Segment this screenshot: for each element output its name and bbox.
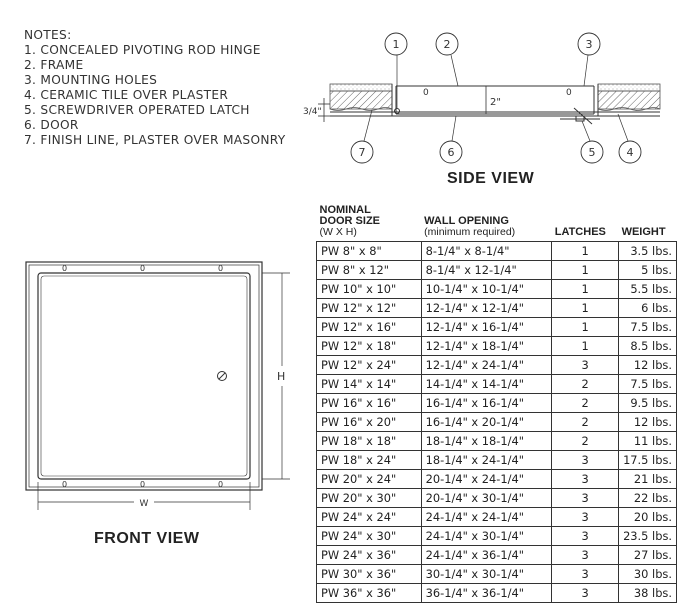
left-wall-section <box>330 84 392 111</box>
side-hole-mark-right: 0 <box>566 88 572 98</box>
table-row <box>317 261 677 280</box>
cell-latches: 3 <box>552 451 619 470</box>
cell-latches: 2 <box>552 432 619 451</box>
cell-wall-opening: 24-1/4" x 24-1/4" <box>421 508 552 527</box>
width-dimension-label: W <box>139 499 149 509</box>
table-row <box>317 470 677 489</box>
table-row <box>317 375 677 394</box>
cell-door-size: PW 24" x 30" <box>317 527 422 546</box>
cell-weight: 27 lbs. <box>619 546 677 565</box>
table-body <box>317 242 677 603</box>
callout-5-label: 5 <box>588 146 596 159</box>
table-row <box>317 280 677 299</box>
right-wall-section <box>598 84 660 111</box>
door-panel-inset <box>41 276 247 476</box>
table-row <box>317 318 677 337</box>
cell-latches: 2 <box>552 375 619 394</box>
table-row <box>317 565 677 584</box>
table-row <box>317 432 677 451</box>
cell-door-size: PW 12" x 24" <box>317 356 422 375</box>
cell-latches: 1 <box>552 261 619 280</box>
cell-door-size: PW 20" x 30" <box>317 489 422 508</box>
side-view-title: SIDE VIEW <box>447 170 535 187</box>
cell-latches: 3 <box>552 356 619 375</box>
cell-door-size: PW 16" x 16" <box>317 394 422 413</box>
front-hole-mark: 0 <box>62 264 68 273</box>
frame-outer <box>26 262 262 490</box>
cell-weight: 6 lbs. <box>619 299 677 318</box>
cell-weight: 3.5 lbs. <box>619 242 677 261</box>
cell-weight: 20 lbs. <box>619 508 677 527</box>
table-header-row <box>317 205 677 242</box>
table-row <box>317 489 677 508</box>
note-item: 6. DOOR <box>24 118 79 132</box>
cell-wall-opening: 12-1/4" x 18-1/4" <box>421 337 552 356</box>
callout-3-label: 3 <box>585 38 593 51</box>
cell-door-size: PW 24" x 24" <box>317 508 422 527</box>
depth-dimension-label: 2" <box>490 97 501 108</box>
cell-weight: 30 lbs. <box>619 565 677 584</box>
cell-wall-opening: 30-1/4" x 30-1/4" <box>421 565 552 584</box>
cell-wall-opening: 8-1/4" x 12-1/4" <box>421 261 552 280</box>
table-row <box>317 546 677 565</box>
note-item: 2. FRAME <box>24 58 84 72</box>
cell-latches: 3 <box>552 508 619 527</box>
cell-latches: 1 <box>552 280 619 299</box>
notes-heading: NOTES: <box>24 28 72 42</box>
table-row <box>317 584 677 603</box>
cell-door-size: PW 16" x 20" <box>317 413 422 432</box>
cell-door-size: PW 10" x 10" <box>317 280 422 299</box>
cell-weight: 9.5 lbs. <box>619 394 677 413</box>
table-row <box>317 451 677 470</box>
cell-door-size: PW 20" x 24" <box>317 470 422 489</box>
cell-wall-opening: 20-1/4" x 24-1/4" <box>421 470 552 489</box>
cell-door-size: PW 14" x 14" <box>317 375 422 394</box>
cell-door-size: PW 36" x 36" <box>317 584 422 603</box>
table-row <box>317 413 677 432</box>
cell-weight: 8.5 lbs. <box>619 337 677 356</box>
front-hole-mark: 0 <box>218 480 224 489</box>
header-wall-opening: WALL OPENING (minimum required) <box>424 215 516 238</box>
cell-latches: 1 <box>552 299 619 318</box>
cell-weight: 23.5 lbs. <box>619 527 677 546</box>
door-panel <box>38 273 250 479</box>
cell-wall-opening: 8-1/4" x 8-1/4" <box>421 242 552 261</box>
cell-latches: 2 <box>552 394 619 413</box>
cell-door-size: PW 24" x 36" <box>317 546 422 565</box>
callout-2-label: 2 <box>443 38 451 51</box>
cell-weight: 5.5 lbs. <box>619 280 677 299</box>
cell-weight: 5 lbs. <box>619 261 677 280</box>
cell-door-size: PW 30" x 36" <box>317 565 422 584</box>
note-item: 1. CONCEALED PIVOTING ROD HINGE <box>24 43 261 57</box>
callout-1-label: 1 <box>392 38 400 51</box>
cell-wall-opening: 10-1/4" x 10-1/4" <box>421 280 552 299</box>
cell-wall-opening: 12-1/4" x 16-1/4" <box>421 318 552 337</box>
cell-door-size: PW 12" x 16" <box>317 318 422 337</box>
table-row <box>317 527 677 546</box>
cell-door-size: PW 8" x 8" <box>317 242 422 261</box>
note-item: 3. MOUNTING HOLES <box>24 73 158 87</box>
cell-latches: 1 <box>552 318 619 337</box>
cell-wall-opening: 18-1/4" x 18-1/4" <box>421 432 552 451</box>
cell-wall-opening: 16-1/4" x 20-1/4" <box>421 413 552 432</box>
cell-weight: 17.5 lbs. <box>619 451 677 470</box>
cell-weight: 21 lbs. <box>619 470 677 489</box>
front-hole-mark: 0 <box>140 264 146 273</box>
door-size-table <box>316 205 677 603</box>
cell-latches: 1 <box>552 337 619 356</box>
cell-wall-opening: 36-1/4" x 36-1/4" <box>421 584 552 603</box>
front-hole-mark: 0 <box>62 480 68 489</box>
front-hole-mark: 0 <box>140 480 146 489</box>
cell-door-size: PW 18" x 24" <box>317 451 422 470</box>
table-row <box>317 394 677 413</box>
cell-wall-opening: 12-1/4" x 24-1/4" <box>421 356 552 375</box>
cell-weight: 7.5 lbs. <box>619 318 677 337</box>
cell-weight: 12 lbs. <box>619 413 677 432</box>
cell-latches: 3 <box>552 546 619 565</box>
callout-6-label: 6 <box>447 146 455 159</box>
header-weight: WEIGHT <box>621 226 666 238</box>
cell-latches: 3 <box>552 565 619 584</box>
height-dimension-label: H <box>277 370 286 383</box>
side-view-drawing <box>0 0 700 200</box>
note-item: 4. CERAMIC TILE OVER PLASTER <box>24 88 229 102</box>
callout-4-label: 4 <box>626 146 634 159</box>
table-row <box>317 337 677 356</box>
header-door-size: NOMINAL DOOR SIZE (W X H) <box>319 204 381 238</box>
frame-inner-line <box>29 265 259 487</box>
cell-latches: 2 <box>552 413 619 432</box>
cell-wall-opening: 24-1/4" x 36-1/4" <box>421 546 552 565</box>
cell-wall-opening: 16-1/4" x 16-1/4" <box>421 394 552 413</box>
cell-weight: 7.5 lbs. <box>619 375 677 394</box>
cell-door-size: PW 18" x 18" <box>317 432 422 451</box>
side-hole-mark-left: 0 <box>423 88 429 98</box>
note-item: 5. SCREWDRIVER OPERATED LATCH <box>24 103 250 117</box>
cell-wall-opening: 24-1/4" x 30-1/4" <box>421 527 552 546</box>
cell-door-size: PW 8" x 12" <box>317 261 422 280</box>
cell-latches: 3 <box>552 527 619 546</box>
cell-weight: 11 lbs. <box>619 432 677 451</box>
depth-dimension <box>483 86 489 114</box>
cell-door-size: PW 12" x 18" <box>317 337 422 356</box>
cell-wall-opening: 20-1/4" x 30-1/4" <box>421 489 552 508</box>
table-row <box>317 356 677 375</box>
table-row <box>317 299 677 318</box>
cell-wall-opening: 14-1/4" x 14-1/4" <box>421 375 552 394</box>
latch-screw-icon <box>218 372 227 381</box>
header-latches: LATCHES <box>554 226 606 238</box>
note-item: 7. FINISH LINE, PLASTER OVER MASONRY <box>24 133 286 147</box>
cell-weight: 22 lbs. <box>619 489 677 508</box>
callout-7-label: 7 <box>358 146 366 159</box>
table-row <box>317 242 677 261</box>
cell-weight: 12 lbs. <box>619 356 677 375</box>
cell-latches: 3 <box>552 489 619 508</box>
cell-latches: 3 <box>552 470 619 489</box>
cell-latches: 1 <box>552 242 619 261</box>
front-hole-mark: 0 <box>218 264 224 273</box>
cell-latches: 3 <box>552 584 619 603</box>
front-view-title: FRONT VIEW <box>94 530 200 547</box>
table-row <box>317 508 677 527</box>
cell-wall-opening: 18-1/4" x 24-1/4" <box>421 451 552 470</box>
flange-dimension-label: 3/4" <box>303 107 322 117</box>
cell-weight: 38 lbs. <box>619 584 677 603</box>
cell-wall-opening: 12-1/4" x 12-1/4" <box>421 299 552 318</box>
cell-door-size: PW 12" x 12" <box>317 299 422 318</box>
